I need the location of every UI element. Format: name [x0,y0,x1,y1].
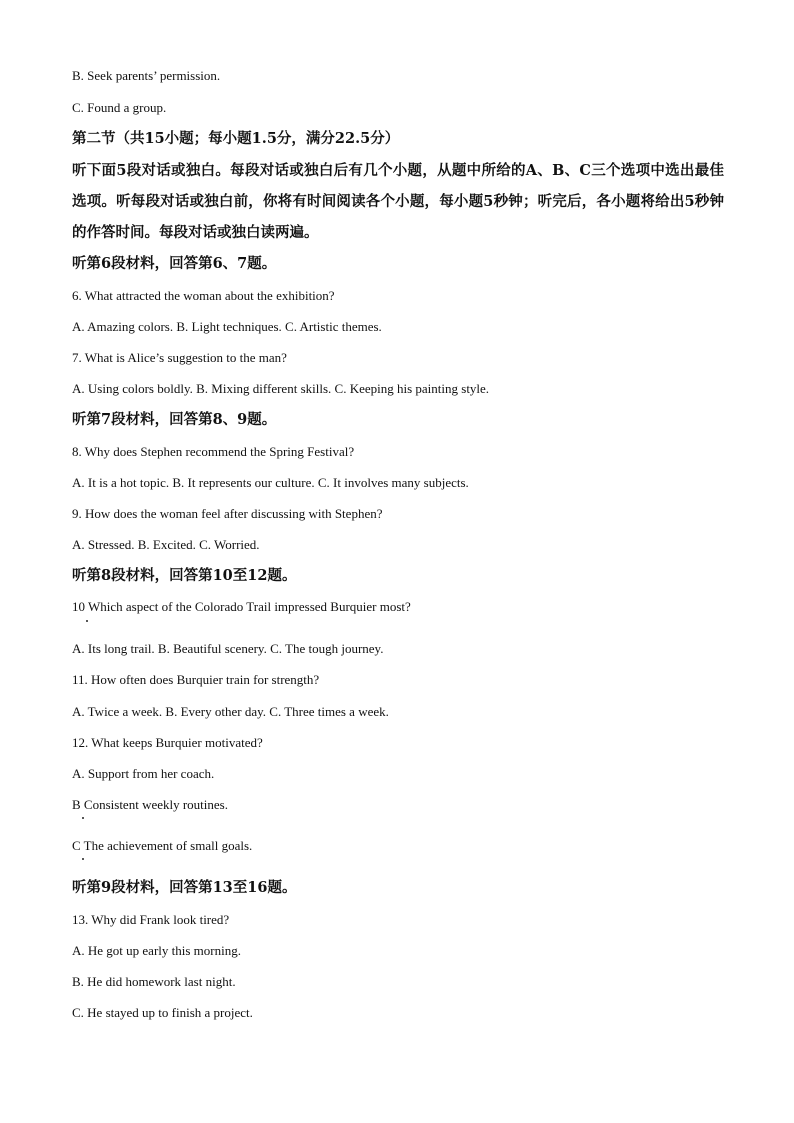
section2-heading: 第二节（共15小题；每小题1.5分，满分22.5分） [72,130,400,147]
stray-dot-mark [82,858,84,860]
option-b-seek-permission: B. Seek parents’ permission. [72,68,221,83]
answer-13-a: A. He got up early this morning. [72,943,241,958]
question-13: 13. Why did Frank look tired? [72,912,230,927]
material6-heading: 听第6段材料，回答第6、7题。 [72,255,277,272]
answers-6: A. Amazing colors. B. Light techniques. C. Artistic themes. [72,319,382,334]
answer-12-a: A. Support from her coach. [72,766,215,781]
answers-9: A. Stressed. B. Excited. C. Worried. [72,537,260,552]
question-12: 12. What keeps Burquier motivated? [72,735,263,750]
answers-10: A. Its long trail. B. Beautiful scenery. C. The tough journey. [72,641,384,656]
material9-heading: 听第9段材料，回答第13至16题。 [72,879,297,896]
question-8: 8. Why does Stephen recommend the Spring Festival? [72,444,355,459]
answer-13-b: B. He did homework last night. [72,974,236,989]
question-7: 7. What is Alice’s suggestion to the man? [72,350,287,365]
material7-heading: 听第7段材料，回答第8、9题。 [72,411,277,428]
question-9: 9. How does the woman feel after discussing with Stephen? [72,506,383,521]
answers-11: A. Twice a week. B. Every other day. C. Three times a week. [72,704,389,719]
answer-12-c: C The achievement of small goals. [72,838,253,853]
question-10: 10 Which aspect of the Colorado Trail impressed Burquier most? [72,599,411,614]
material8-heading: 听第8段材料，回答第10至12题。 [72,567,297,584]
stray-dot-mark [86,620,88,622]
answer-13-c: C. He stayed up to finish a project. [72,1005,253,1020]
question-11: 11. How often does Burquier train for strength? [72,672,320,687]
question-6: 6. What attracted the woman about the exhibition? [72,288,335,303]
answers-8: A. It is a hot topic. B. It represents our culture. C. It involves many subjects. [72,475,469,490]
answer-12-b: B Consistent weekly routines. [72,797,228,812]
option-c-found-group: C. Found a group. [72,100,167,115]
answers-7: A. Using colors boldly. B. Mixing different skills. C. Keeping his painting style. [72,381,490,396]
section2-instructions: 听下面5段对话或独白。每段对话或独白后有几个小题，从题中所给的A、B、C三个选项中选出最佳选项。听每段对话或独白前，你将有时间阅读各个小题，每小题5秒钟；听完后，各小题将给出5秒钟的作答时间。每段对话或独白读两遍。 [72,162,724,241]
stray-dot-mark [82,817,84,819]
